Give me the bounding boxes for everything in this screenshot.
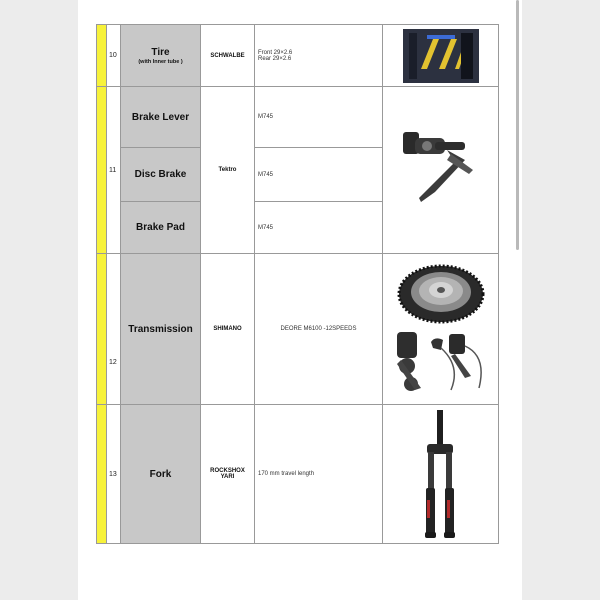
spec-line: Front 29×2.6	[258, 49, 293, 56]
part-cell	[121, 25, 201, 87]
scrollbar[interactable]	[516, 0, 519, 250]
image-cell	[383, 254, 499, 405]
spec-table	[96, 24, 499, 544]
spec-cell	[255, 25, 383, 87]
spec-cell: M745	[255, 87, 383, 148]
row-number: 12	[107, 254, 121, 405]
brand-cell: SCHWALBE	[201, 25, 255, 87]
derailleur-icon	[391, 326, 491, 396]
highlight-strip	[97, 254, 107, 405]
part-name: Fork	[149, 468, 172, 480]
tire-icon	[403, 29, 479, 83]
cassette-icon	[396, 262, 486, 326]
part-subtitle: (with Inner tube )	[138, 58, 183, 65]
table-row	[97, 87, 499, 148]
part-name: Tire	[151, 46, 170, 58]
brand-cell: Tektro	[201, 87, 255, 254]
spec-cell: DEORE M6100 -12SPEEDS	[255, 254, 383, 405]
image-cell	[383, 25, 499, 87]
brand-line: YARI	[220, 474, 235, 480]
part-cell	[121, 254, 201, 405]
row-number: 13	[107, 405, 121, 544]
table-row	[97, 254, 499, 405]
part-name: Transmission	[128, 323, 193, 335]
brake-lever-icon	[391, 120, 491, 220]
part-name: Brake Lever	[131, 111, 190, 123]
fork-icon	[411, 408, 471, 540]
brand-cell	[201, 405, 255, 544]
highlight-strip	[97, 405, 107, 544]
part-name: Disc Brake	[134, 169, 187, 180]
table-row	[97, 405, 499, 544]
part-cell	[121, 148, 201, 202]
spec-cell: M745	[255, 148, 383, 202]
part-cell	[121, 405, 201, 544]
spec-line: Rear 29×2.6	[258, 55, 292, 62]
brand-cell: SHIMANO	[201, 254, 255, 405]
brand-line: ROCKSHOX	[210, 468, 245, 474]
part-cell	[121, 202, 201, 254]
spec-cell: 170 mm travel length	[255, 405, 383, 544]
spec-cell: M745	[255, 202, 383, 254]
part-cell	[121, 87, 201, 148]
highlight-strip	[97, 25, 107, 87]
image-cell	[383, 87, 499, 254]
highlight-strip	[97, 87, 107, 254]
part-name: Brake Pad	[136, 222, 185, 233]
image-cell	[383, 405, 499, 544]
row-number: 11	[107, 87, 121, 254]
table-row	[97, 25, 499, 87]
row-number: 10	[107, 25, 121, 87]
